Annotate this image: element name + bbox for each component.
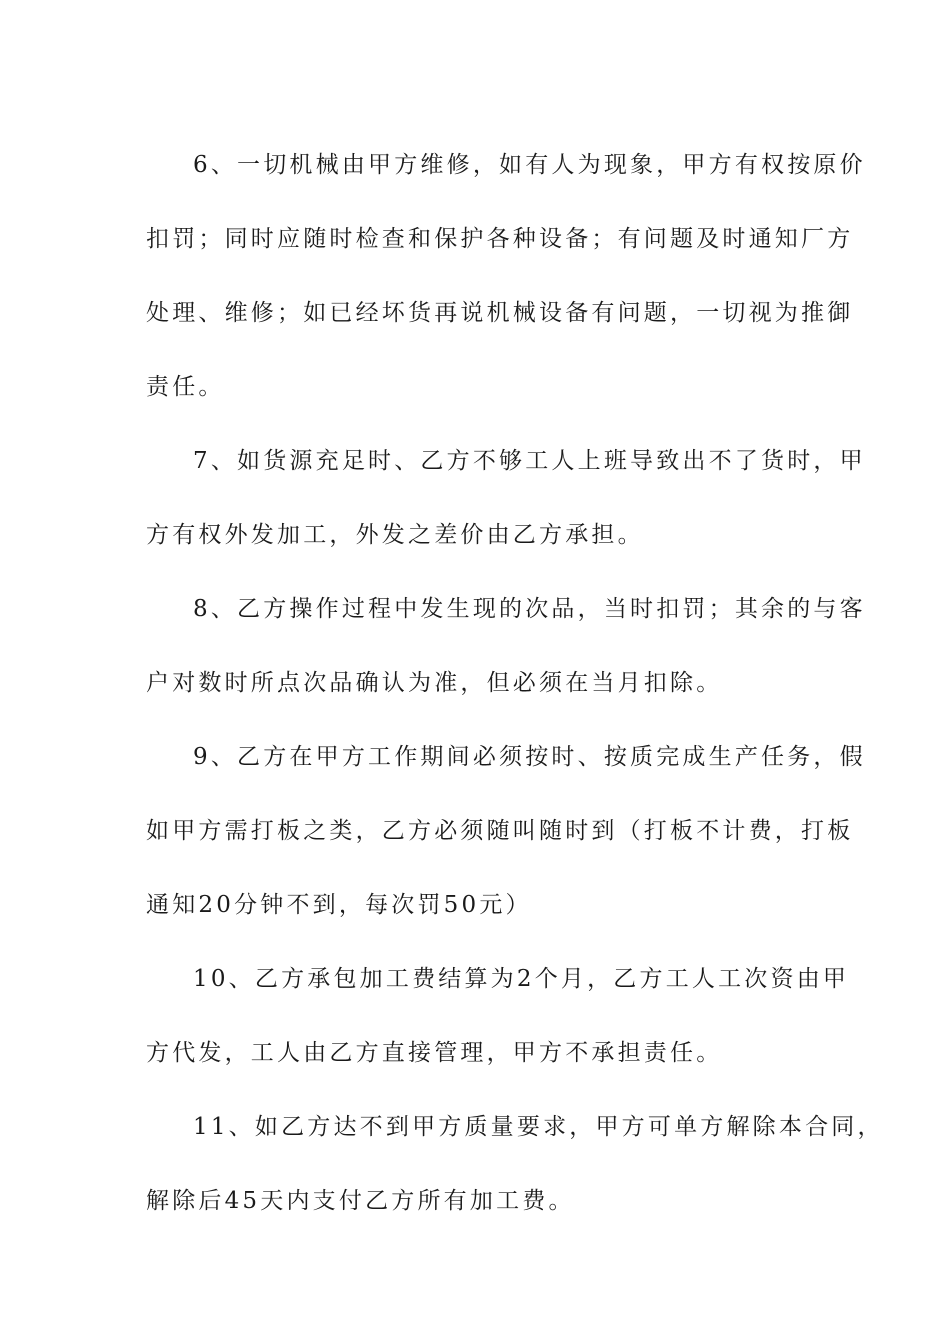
clause-7 <box>146 424 866 572</box>
text-line: 解除后45天内支付乙方所有加工费。 <box>146 1188 575 1214</box>
clause-8 <box>146 572 866 720</box>
document-body <box>146 128 884 1238</box>
text-line: 责任。 <box>146 374 225 400</box>
text-line: 方有权外发加工，外发之差价由乙方承担。 <box>146 522 644 548</box>
text-line: 7、如货源充足时、乙方不够工人上班导致出不了货时，甲 <box>193 448 866 474</box>
text-line: 方代发，工人由乙方直接管理，甲方不承担责任。 <box>146 1040 723 1066</box>
clause-6 <box>146 128 866 424</box>
text-line: 6、一切机械由甲方维修，如有人为现象，甲方有权按原价 <box>193 152 866 178</box>
text-line: 10、乙方承包加工费结算为2个月，乙方工人工次资由甲 <box>193 966 850 992</box>
text-line: 8、乙方操作过程中发生现的次品，当时扣罚；其余的与客 <box>193 596 866 622</box>
clause-10 <box>146 942 850 1090</box>
text-line: 户对数时所点次品确认为准，但必须在当月扣除。 <box>146 670 723 696</box>
clause-9 <box>146 720 866 942</box>
clause-11 <box>146 1090 884 1238</box>
text-line: 11、如乙方达不到甲方质量要求，甲方可单方解除本合同， <box>193 1114 884 1140</box>
text-line: 通知20分钟不到，每次罚50元） <box>146 892 532 918</box>
text-line: 扣罚；同时应随时检查和保护各种设备；有问题及时通知厂方 <box>146 226 854 252</box>
text-line: 9、乙方在甲方工作期间必须按时、按质完成生产任务，假 <box>193 744 866 770</box>
text-line: 处理、维修；如已经坏货再说机械设备有问题，一切视为推御 <box>146 300 854 326</box>
text-line: 如甲方需打板之类，乙方必须随叫随时到（打板不计费，打板 <box>146 818 854 844</box>
